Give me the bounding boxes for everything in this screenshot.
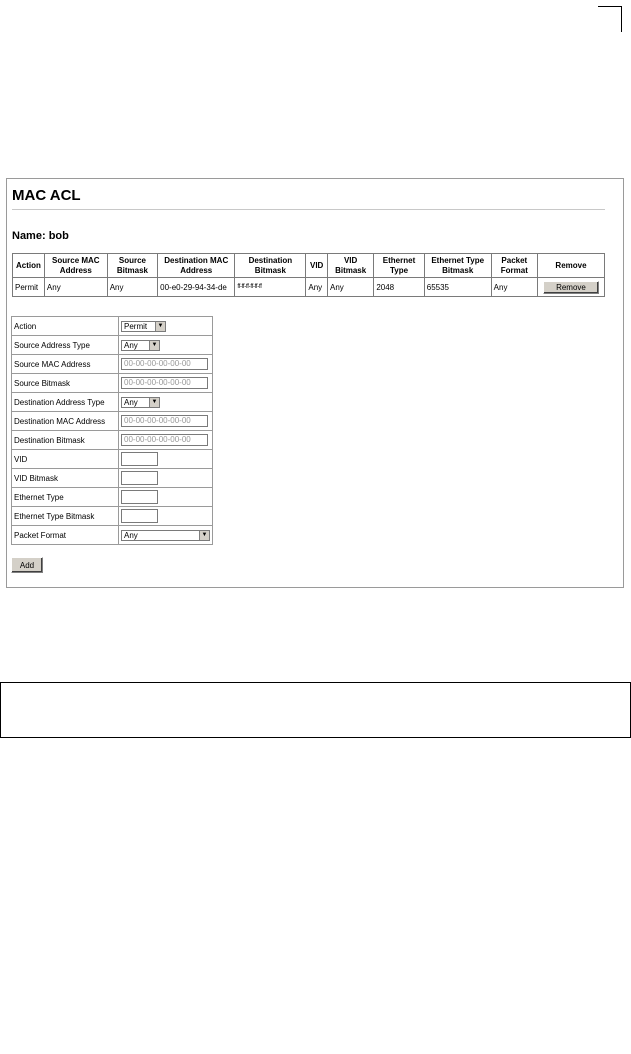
col-ethernet-type-bitmask-header: Ethernet Type Bitmask (424, 254, 491, 278)
destination-mac-cell (119, 412, 213, 431)
packet-format-cell (119, 526, 213, 545)
destination-mac-label: Destination MAC Address (12, 412, 119, 431)
vid-bitmask-input[interactable] (121, 471, 158, 485)
source-mac-cell (119, 355, 213, 374)
cell-remove (537, 278, 604, 297)
destination-bitmask-label: Destination Bitmask (12, 431, 119, 450)
source-address-type-value: Any (124, 340, 138, 350)
form-row-vid (12, 450, 213, 469)
table-row (13, 278, 605, 297)
ethernet-type-bitmask-label: Ethernet Type Bitmask (12, 507, 119, 526)
cell-packet-format: Any (491, 278, 537, 297)
packet-format-select[interactable] (121, 530, 210, 541)
cell-vid: Any (306, 278, 328, 297)
note-box (0, 682, 631, 738)
source-mac-label: Source MAC Address (12, 355, 119, 374)
cell-action: Permit (13, 278, 45, 297)
source-address-type-select[interactable] (121, 340, 160, 351)
cell-vid-bitmask: Any (327, 278, 373, 297)
ethernet-type-bitmask-input[interactable] (121, 509, 158, 523)
table-header-row (13, 254, 605, 278)
packet-format-value: Any (124, 530, 138, 540)
cell-source-bitmask: Any (107, 278, 157, 297)
cell-ethernet-type-bitmask: 65535 (424, 278, 491, 297)
acl-name (12, 230, 69, 242)
source-bitmask-cell (119, 374, 213, 393)
col-source-mac-header: Source MAC Address (44, 254, 107, 278)
col-ethernet-type-header: Ethernet Type (374, 254, 424, 278)
add-button[interactable]: Add (11, 557, 43, 573)
chevron-down-icon: ▼ (199, 531, 209, 540)
action-label: Action (12, 317, 119, 336)
source-mac-input[interactable]: 00-00-00-00-00-00 (121, 358, 208, 370)
col-remove-header: Remove (537, 254, 604, 278)
form-row-destination-bitmask (12, 431, 213, 450)
page-title: MAC ACL (12, 187, 81, 204)
form-row-destination-address-type (12, 393, 213, 412)
destination-address-type-label: Destination Address Type (12, 393, 119, 412)
action-cell (119, 317, 213, 336)
form-row-vid-bitmask (12, 469, 213, 488)
col-vid-bitmask-header: VID Bitmask (327, 254, 373, 278)
form-row-action (12, 317, 213, 336)
source-bitmask-input[interactable]: 00-00-00-00-00-00 (121, 377, 208, 389)
vid-input[interactable] (121, 452, 158, 466)
packet-format-label: Packet Format (12, 526, 119, 545)
destination-bitmask-cell (119, 431, 213, 450)
destination-address-type-select[interactable] (121, 397, 160, 408)
chevron-down-icon: ▼ (149, 341, 159, 350)
vid-bitmask-cell (119, 469, 213, 488)
ethernet-type-cell (119, 488, 213, 507)
col-vid-header: VID (306, 254, 328, 278)
cell-ethernet-type: 2048 (374, 278, 424, 297)
col-source-bitmask-header: Source Bitmask (107, 254, 157, 278)
col-action-header: Action (13, 254, 45, 278)
form-row-source-address-type (12, 336, 213, 355)
title-divider (12, 209, 605, 210)
source-address-type-cell (119, 336, 213, 355)
destination-mac-input[interactable]: 00-00-00-00-00-00 (121, 415, 208, 427)
destination-address-type-value: Any (124, 397, 138, 407)
ethernet-type-bitmask-cell (119, 507, 213, 526)
ethernet-type-label: Ethernet Type (12, 488, 119, 507)
acl-name-value: bob (48, 230, 69, 242)
remove-button[interactable]: Remove (543, 281, 599, 294)
source-address-type-label: Source Address Type (12, 336, 119, 355)
chevron-down-icon: ▼ (149, 398, 159, 407)
form-row-source-bitmask (12, 374, 213, 393)
form-row-ethernet-type (12, 488, 213, 507)
action-select[interactable] (121, 321, 166, 332)
acl-rules-table (12, 253, 605, 297)
col-destination-bitmask-header: Destination Bitmask (235, 254, 306, 278)
cell-destination-mac: 00-e0-29-94-34-de (158, 278, 235, 297)
destination-bitmask-input[interactable]: 00-00-00-00-00-00 (121, 434, 208, 446)
vid-bitmask-label: VID Bitmask (12, 469, 119, 488)
destination-address-type-cell (119, 393, 213, 412)
col-packet-format-header: Packet Format (491, 254, 537, 278)
chevron-down-icon: ▼ (155, 322, 165, 331)
page-corner-mark (598, 6, 622, 32)
vid-cell (119, 450, 213, 469)
form-row-packet-format (12, 526, 213, 545)
col-destination-mac-header: Destination MAC Address (158, 254, 235, 278)
add-rule-form (11, 316, 213, 545)
form-row-destination-mac (12, 412, 213, 431)
ethernet-type-input[interactable] (121, 490, 158, 504)
vid-label: VID (12, 450, 119, 469)
cell-source-mac: Any (44, 278, 107, 297)
acl-name-label: Name: (12, 230, 46, 242)
form-row-source-mac (12, 355, 213, 374)
action-select-value: Permit (124, 321, 148, 331)
form-row-ethernet-type-bitmask (12, 507, 213, 526)
cell-destination-bitmask: ff-ff-ff-ff-ff-ff (235, 278, 306, 297)
source-bitmask-label: Source Bitmask (12, 374, 119, 393)
